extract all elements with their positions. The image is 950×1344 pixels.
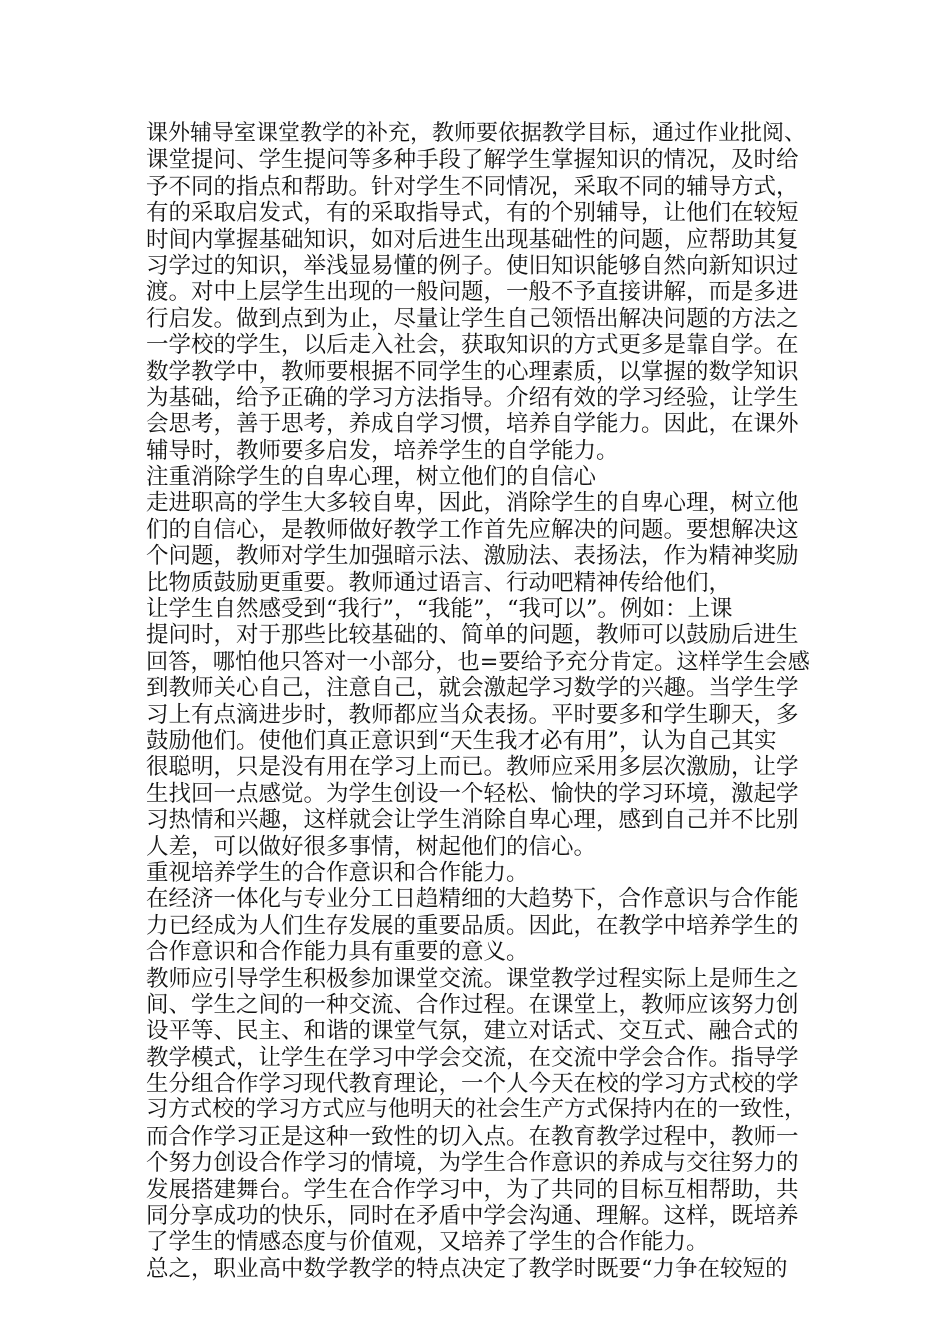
text-line: 习热情和兴趣，这样就会让学生消除自卑心理，感到自己并不比别 bbox=[146, 807, 799, 834]
text-line: 合作意识和合作能力具有重要的意义。 bbox=[146, 939, 529, 966]
text-line: 辅导时，教师要多启发，培养学生的自学能力。 bbox=[146, 437, 619, 464]
body-text bbox=[146, 121, 810, 1282]
text-line: 发展搭建舞台。学生在合作学习中，为了共同的目标互相帮助，共 bbox=[146, 1176, 799, 1203]
text-line: 鼓励他们。使他们真正意识到“天生我才必有用”，认为自己其实 bbox=[146, 727, 777, 754]
text-line: 了学生的情感态度与价值观，又培养了学生的合作能力。 bbox=[146, 1229, 709, 1256]
text-line: 们的自信心，是教师做好教学工作首先应解决的问题。要想解决这 bbox=[146, 516, 799, 543]
text-line: 力已经成为人们生存发展的重要品质。因此，在教学中培养学生的 bbox=[146, 912, 799, 939]
text-line: 习上有点滴进步时，教师都应当众表扬。平时要多和学生聊天，多 bbox=[146, 701, 799, 728]
text-line: 教学模式，让学生在学习中学会交流，在交流中学会合作。指导学 bbox=[146, 1044, 799, 1071]
text-line: 走进职高的学生大多较自卑，因此，消除学生的自卑心理，树立他 bbox=[146, 490, 799, 517]
text-line: 提问时，对于那些比较基础的、简单的问题，教师可以鼓励后进生 bbox=[146, 622, 799, 649]
text-line: 很聪明，只是没有用在学习上而已。教师应采用多层次激励，让学 bbox=[146, 754, 799, 781]
text-line: 有的采取启发式，有的采取指导式，有的个别辅导，让他们在较短 bbox=[146, 200, 799, 227]
text-line: 予不同的指点和帮助。针对学生不同情况，采取不同的辅导方式， bbox=[146, 173, 799, 200]
text-line: 人差，可以做好很多事情，树起他们的信心。 bbox=[146, 833, 597, 860]
text-line: 一学校的学生，以后走入社会，获取知识的方式更多是靠自学。在 bbox=[146, 332, 799, 359]
text-line: 到教师关心自己，注意自己，就会激起学习数学的兴趣。当学生学 bbox=[146, 675, 799, 702]
text-line: 同分享成功的快乐，同时在矛盾中学会沟通、理解。这样，既培养 bbox=[146, 1203, 799, 1230]
text-line: 设平等、民主、和谐的课堂气氛，建立对话式、交互式、融合式的 bbox=[146, 1018, 799, 1045]
text-line: 让学生自然感受到“我行”，“我能”，“我可以”。例如：上课 bbox=[146, 596, 733, 623]
text-line: 个问题，教师对学生加强暗示法、激励法、表扬法，作为精神奖励 bbox=[146, 543, 799, 570]
text-line: 生分组合作学习现代教育理论，一个人今天在校的学习方式校的学 bbox=[146, 1071, 799, 1098]
text-line: 重视培养学生的合作意识和合作能力。 bbox=[146, 859, 529, 886]
text-line: 教师应引导学生积极参加课堂交流。课堂教学过程实际上是师生之 bbox=[146, 965, 799, 992]
text-line: 而合作学习正是这种一致性的切入点。在教育教学过程中，教师一 bbox=[146, 1123, 799, 1150]
text-line: 为基础，给予正确的学习方法指导。介绍有效的学习经验，让学生 bbox=[146, 384, 799, 411]
text-line: 数学教学中，教师要根据不同学生的心理素质，以掌握的数学知识 bbox=[146, 358, 799, 385]
text-line: 间、学生之间的一种交流、合作过程。在课堂上，教师应该努力创 bbox=[146, 991, 799, 1018]
text-line: 会思考，善于思考，养成自学习惯，培养自学能力。因此，在课外 bbox=[146, 411, 799, 438]
text-line: 在经济一体化与专业分工日趋精细的大趋势下，合作意识与合作能 bbox=[146, 886, 799, 913]
text-line: 注重消除学生的自卑心理，树立他们的自信心 bbox=[146, 464, 597, 491]
text-line: 习方式校的学习方式应与他明天的社会生产方式保持内在的一致性， bbox=[146, 1097, 807, 1123]
text-line: 总之，职业高中数学教学的特点决定了教学时既要“力争在较短的 bbox=[146, 1255, 788, 1282]
text-line: 比物质鼓励更重要。教师通过语言、行动吧精神传给他们， bbox=[146, 569, 732, 596]
text-line: 渡。对中上层学生出现的一般问题，一般不予直接讲解，而是多进 bbox=[146, 279, 799, 306]
text-line: 行启发。做到点到为止，尽量让学生自己领悟出解决问题的方法之 bbox=[146, 305, 799, 332]
text-line: 习学过的知识，举浅显易懂的例子。使旧知识能够自然向新知识过 bbox=[146, 252, 799, 279]
text-line: 时间内掌握基础知识，如对后进生出现基础性的问题，应帮助其复 bbox=[146, 226, 799, 253]
text-line: 个努力创设合作学习的情境，为学生合作意识的养成与交往努力的 bbox=[146, 1150, 799, 1177]
text-line: 课外辅导室课堂教学的补充，教师要依据教学目标，通过作业批阅、 bbox=[146, 121, 807, 146]
text-line: 课堂提问、学生提问等多种手段了解学生掌握知识的情况，及时给 bbox=[146, 147, 799, 174]
text-line: 生找回一点感觉。为学生创设一个轻松、愉快的学习环境，激起学 bbox=[146, 780, 799, 807]
text-line: 回答，哪怕他只答对一小部分，也=要给予充分肯定。这样学生会感 bbox=[146, 648, 810, 675]
